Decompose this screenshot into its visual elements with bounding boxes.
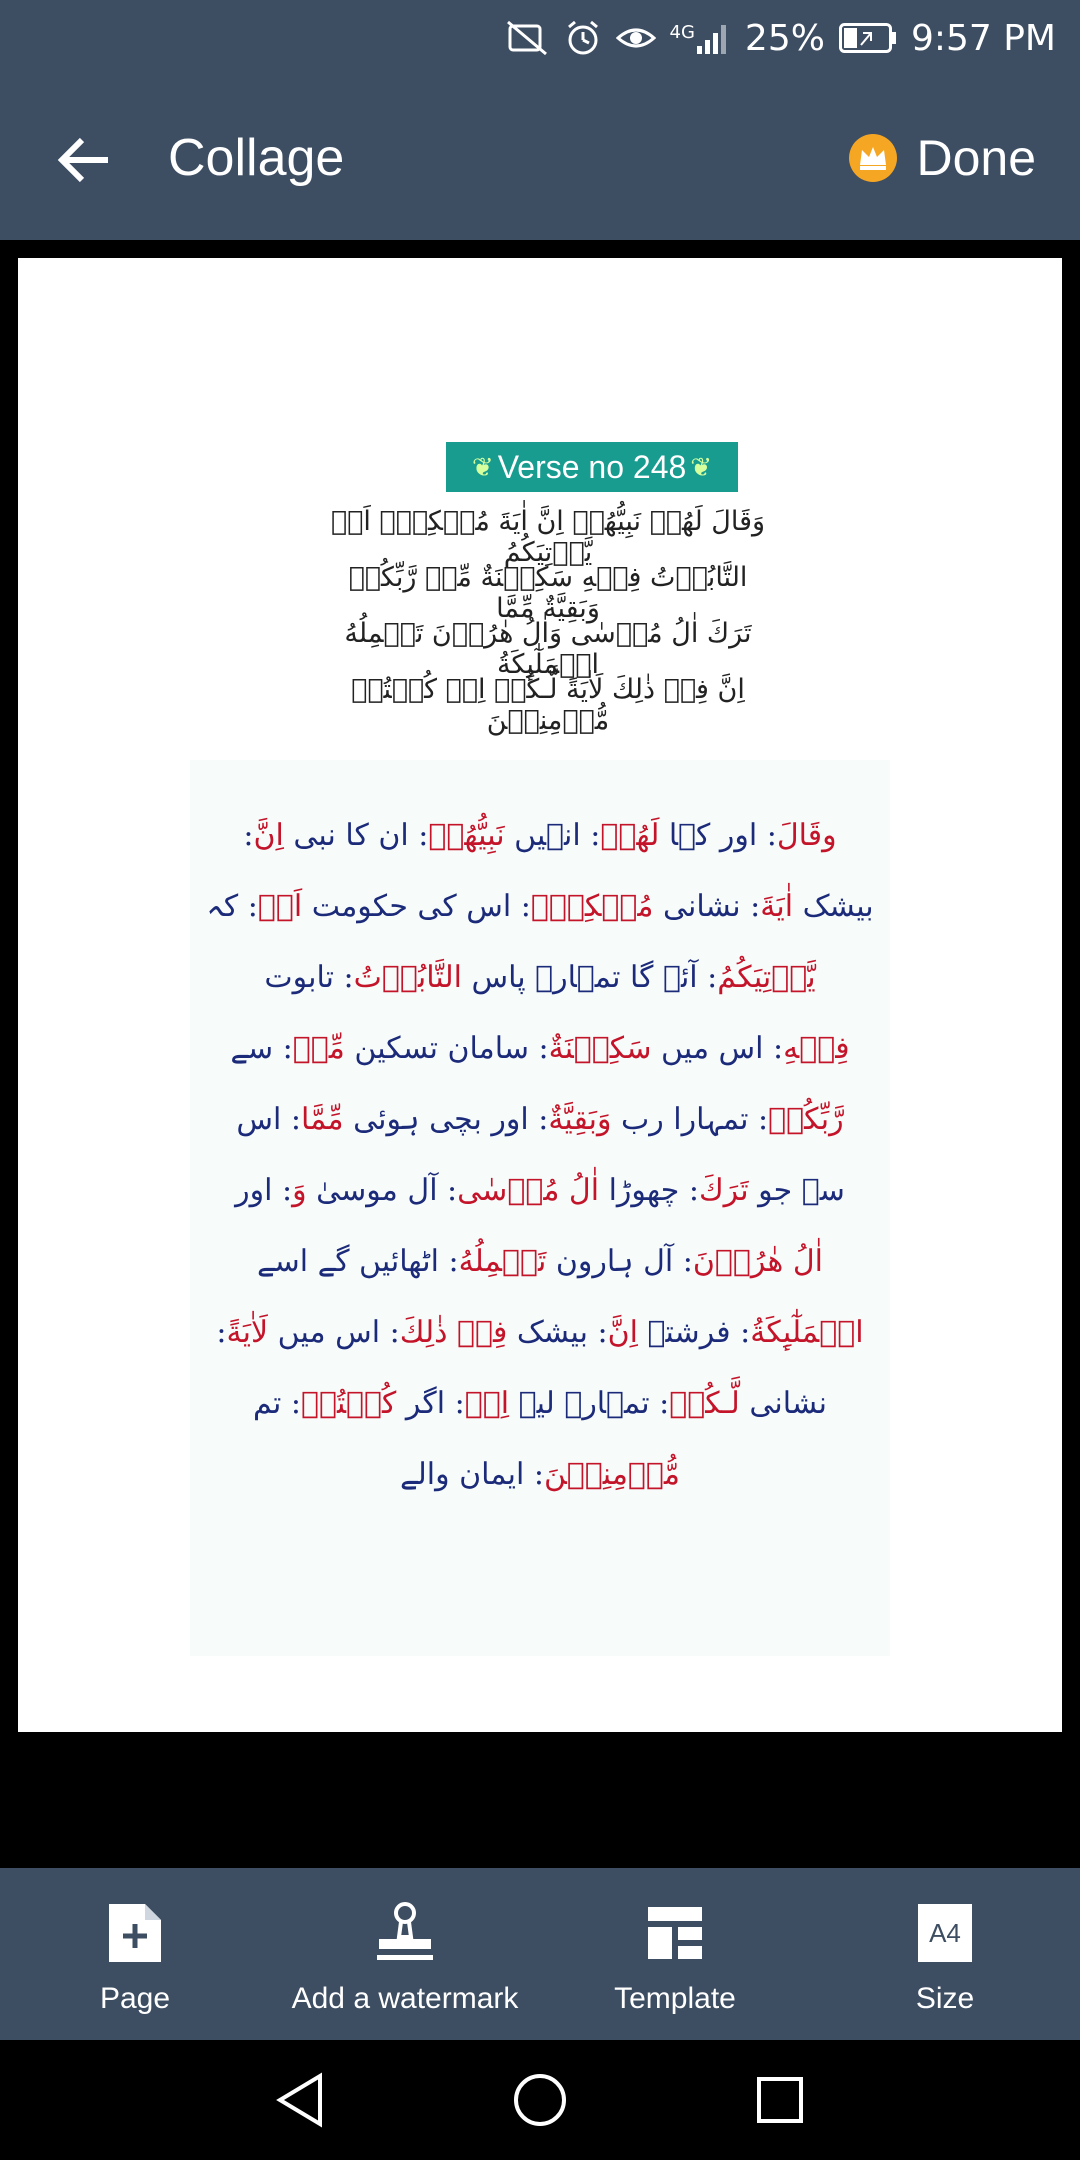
arabic-word: اَنۡ bbox=[257, 889, 303, 924]
crown-icon bbox=[848, 133, 898, 183]
arabic-word: وَبَقِيَّةٌ bbox=[548, 1102, 612, 1137]
arabic-word: اٰيَةَ bbox=[760, 889, 794, 924]
leaf-icon: ❦ bbox=[690, 451, 713, 482]
back-button[interactable] bbox=[44, 120, 124, 200]
battery-icon bbox=[839, 23, 897, 53]
arabic-verse-line: تَرَكَ اٰلُ مُوۡسٰى وَاٰلُ هٰرُوۡنَ تَحۡمِلُهُ الۡمَلٰٓٮِٕكَةُ bbox=[344, 618, 752, 680]
status-bar bbox=[0, 0, 1080, 76]
battery-percent: 25% bbox=[744, 17, 825, 59]
translation-line bbox=[190, 1315, 890, 1350]
page-title: Collage bbox=[168, 129, 345, 187]
circle-home-icon bbox=[512, 2072, 568, 2128]
arabic-word: فِيۡهِ bbox=[783, 1031, 850, 1066]
urdu-meaning: : اور bbox=[235, 1173, 293, 1208]
urdu-meaning: : اور کہا bbox=[659, 818, 777, 853]
arabic-word: اِنَّ bbox=[607, 1315, 638, 1350]
eye-icon bbox=[616, 22, 656, 54]
collage-canvas[interactable] bbox=[0, 240, 1080, 1868]
arabic-word: اٰلُ مُوۡسٰى bbox=[457, 1173, 600, 1208]
size-label: Size bbox=[915, 1982, 975, 2015]
done-button[interactable] bbox=[848, 116, 1036, 200]
urdu-meaning: : اس میں bbox=[651, 1031, 784, 1066]
stamp-icon bbox=[373, 1901, 437, 1965]
arabic-word: اِنۡ bbox=[464, 1386, 510, 1421]
add-watermark-button[interactable] bbox=[270, 1868, 540, 2040]
template-button[interactable] bbox=[540, 1868, 810, 2040]
urdu-meaning: : آل ہارون bbox=[546, 1244, 693, 1279]
translation-line bbox=[190, 1102, 890, 1137]
network-type: 4G bbox=[669, 22, 695, 43]
clock-time: 9:57 PM bbox=[910, 17, 1056, 59]
no-sim-icon bbox=[506, 20, 550, 56]
arabic-word: اِنَّ bbox=[253, 818, 284, 853]
urdu-meaning: : تمہارا رب bbox=[611, 1102, 769, 1137]
urdu-meaning: : اس bbox=[236, 1102, 302, 1137]
arabic-word: مُّؤۡمِنِيۡنَ bbox=[543, 1457, 680, 1492]
a4-size-icon bbox=[918, 1904, 972, 1962]
page-button-label: Page bbox=[99, 1982, 171, 2015]
arabic-verse-line: التَّابُوۡتُ فِيۡهِ سَكِيۡنَةٌ مِّنۡ رَّبِّكُمۡ وَبَقِيَّةٌ مِّمَّا bbox=[348, 562, 748, 624]
translation-line bbox=[190, 960, 890, 995]
translation-line bbox=[190, 1244, 890, 1279]
size-badge: A4 bbox=[929, 1917, 961, 1948]
nav-recents-button[interactable] bbox=[740, 2060, 820, 2140]
arabic-word: كُنۡتُمۡ bbox=[300, 1386, 397, 1421]
arabic-word: مِّنۡ bbox=[292, 1031, 345, 1066]
urdu-meaning: : اٹھائیں گے اسے bbox=[257, 1244, 459, 1279]
urdu-meaning: : اس میں bbox=[268, 1315, 400, 1350]
urdu-meaning: : تم bbox=[253, 1386, 301, 1421]
translation-line bbox=[190, 1031, 890, 1066]
urdu-meaning: : انہیں bbox=[504, 818, 601, 853]
urdu-meaning: : bbox=[216, 1315, 227, 1350]
arabic-word: مِّمَّا bbox=[301, 1102, 344, 1137]
arabic-word: سَكِيۡنَةٌ bbox=[548, 1031, 652, 1066]
urdu-meaning: : اور بچی ہوئی bbox=[343, 1102, 549, 1137]
translation-line bbox=[190, 1457, 890, 1492]
arabic-word: لَّـکُمۡ bbox=[669, 1386, 740, 1421]
translation-line bbox=[190, 889, 890, 924]
urdu-meaning: : bbox=[243, 818, 254, 853]
add-watermark-label: Add a watermark bbox=[291, 1982, 519, 2015]
urdu-meaning: : چھوڑا bbox=[599, 1173, 699, 1208]
collage-page[interactable] bbox=[18, 258, 1062, 1732]
alarm-icon bbox=[564, 19, 602, 57]
arabic-word: الۡمَلٰٓٮِٕكَةُ bbox=[750, 1315, 864, 1350]
template-label: Template bbox=[614, 1982, 736, 2015]
translation-box bbox=[190, 760, 890, 1656]
urdu-meaning: : آئے گا تمہارے پاس bbox=[461, 960, 718, 995]
square-recents-icon bbox=[755, 2075, 805, 2125]
arabic-word: يَّاۡتِيَكُمُ bbox=[717, 960, 816, 995]
arabic-word: وَ bbox=[292, 1173, 307, 1208]
translation-line bbox=[190, 1386, 890, 1421]
urdu-meaning: : فرشتے bbox=[637, 1315, 751, 1350]
app-bar bbox=[0, 76, 1080, 240]
verse-badge bbox=[446, 442, 738, 492]
page-button[interactable] bbox=[0, 1868, 270, 2040]
add-page-icon bbox=[107, 1902, 163, 1964]
urdu-meaning: : سامان تسکین bbox=[344, 1031, 549, 1066]
nav-home-button[interactable] bbox=[500, 2060, 580, 2140]
urdu-meaning: نشانی bbox=[739, 1386, 827, 1421]
template-icon bbox=[646, 1905, 704, 1961]
nav-back-button[interactable] bbox=[260, 2060, 340, 2140]
arrow-left-icon bbox=[56, 136, 112, 184]
urdu-meaning: : بیشک bbox=[507, 1315, 608, 1350]
arabic-word: تَحۡمِلُهُ bbox=[458, 1244, 547, 1279]
verse-badge-label: Verse no 248 bbox=[497, 448, 687, 485]
translation-line bbox=[190, 1173, 890, 1208]
urdu-meaning: سے جو bbox=[748, 1173, 845, 1208]
urdu-meaning: : ان کا نبی bbox=[283, 818, 429, 853]
arabic-word: نَبِيُّهُمۡ bbox=[428, 818, 505, 853]
arabic-verse-line: اِنَّ فِىۡ ذٰلِكَ لَاٰيَةً لَّـکُمۡ اِنۡ كُنۡتُمۡ مُّؤۡمِنِيۡنَ bbox=[351, 674, 745, 736]
triangle-back-icon bbox=[274, 2072, 326, 2128]
arabic-verse-line: وَقَالَ لَهُمۡ نَبِيُّهُمۡ اِنَّ اٰيَةَ مُلۡكِهٖۤ اَنۡ يَّاۡتِيَكُمُ bbox=[330, 506, 766, 568]
leaf-icon: ❦ bbox=[471, 451, 494, 482]
arabic-word: اٰلُ هٰرُوۡنَ bbox=[692, 1244, 823, 1279]
arabic-word: فِىۡ ذٰلِكَ bbox=[399, 1315, 508, 1350]
urdu-meaning: : نشانی bbox=[653, 889, 761, 924]
arabic-word: وقَالَ bbox=[776, 818, 837, 853]
arabic-word: تَرَكَ bbox=[698, 1173, 749, 1208]
size-button[interactable] bbox=[810, 1868, 1080, 2040]
arabic-word: مُلۡكِهٖۤ bbox=[530, 889, 654, 924]
arabic-word: التَّابُوۡتُ bbox=[353, 960, 462, 995]
arabic-word: رَّبِّكُمۡ bbox=[768, 1102, 844, 1137]
done-label: Done bbox=[916, 130, 1036, 186]
urdu-meaning: : سے bbox=[230, 1031, 293, 1066]
urdu-meaning: : اگر bbox=[396, 1386, 465, 1421]
arabic-word: لَهُمۡ bbox=[600, 818, 660, 853]
system-nav-bar bbox=[0, 2040, 1080, 2160]
urdu-meaning: : تمہارے لیے bbox=[509, 1386, 670, 1421]
urdu-meaning: : ایمان والے bbox=[400, 1457, 544, 1492]
signal-icon bbox=[670, 22, 731, 54]
urdu-meaning: بیشک bbox=[793, 889, 874, 924]
urdu-meaning: : اس کی حکومت bbox=[302, 889, 531, 924]
arabic-word: لَاٰيَةً bbox=[226, 1315, 269, 1350]
urdu-meaning: : آل موسیٰ bbox=[306, 1173, 458, 1208]
translation-line bbox=[190, 818, 890, 853]
urdu-meaning: : تابوت bbox=[264, 960, 354, 995]
urdu-meaning: : کہ bbox=[206, 889, 258, 924]
bottom-toolbar bbox=[0, 1868, 1080, 2040]
